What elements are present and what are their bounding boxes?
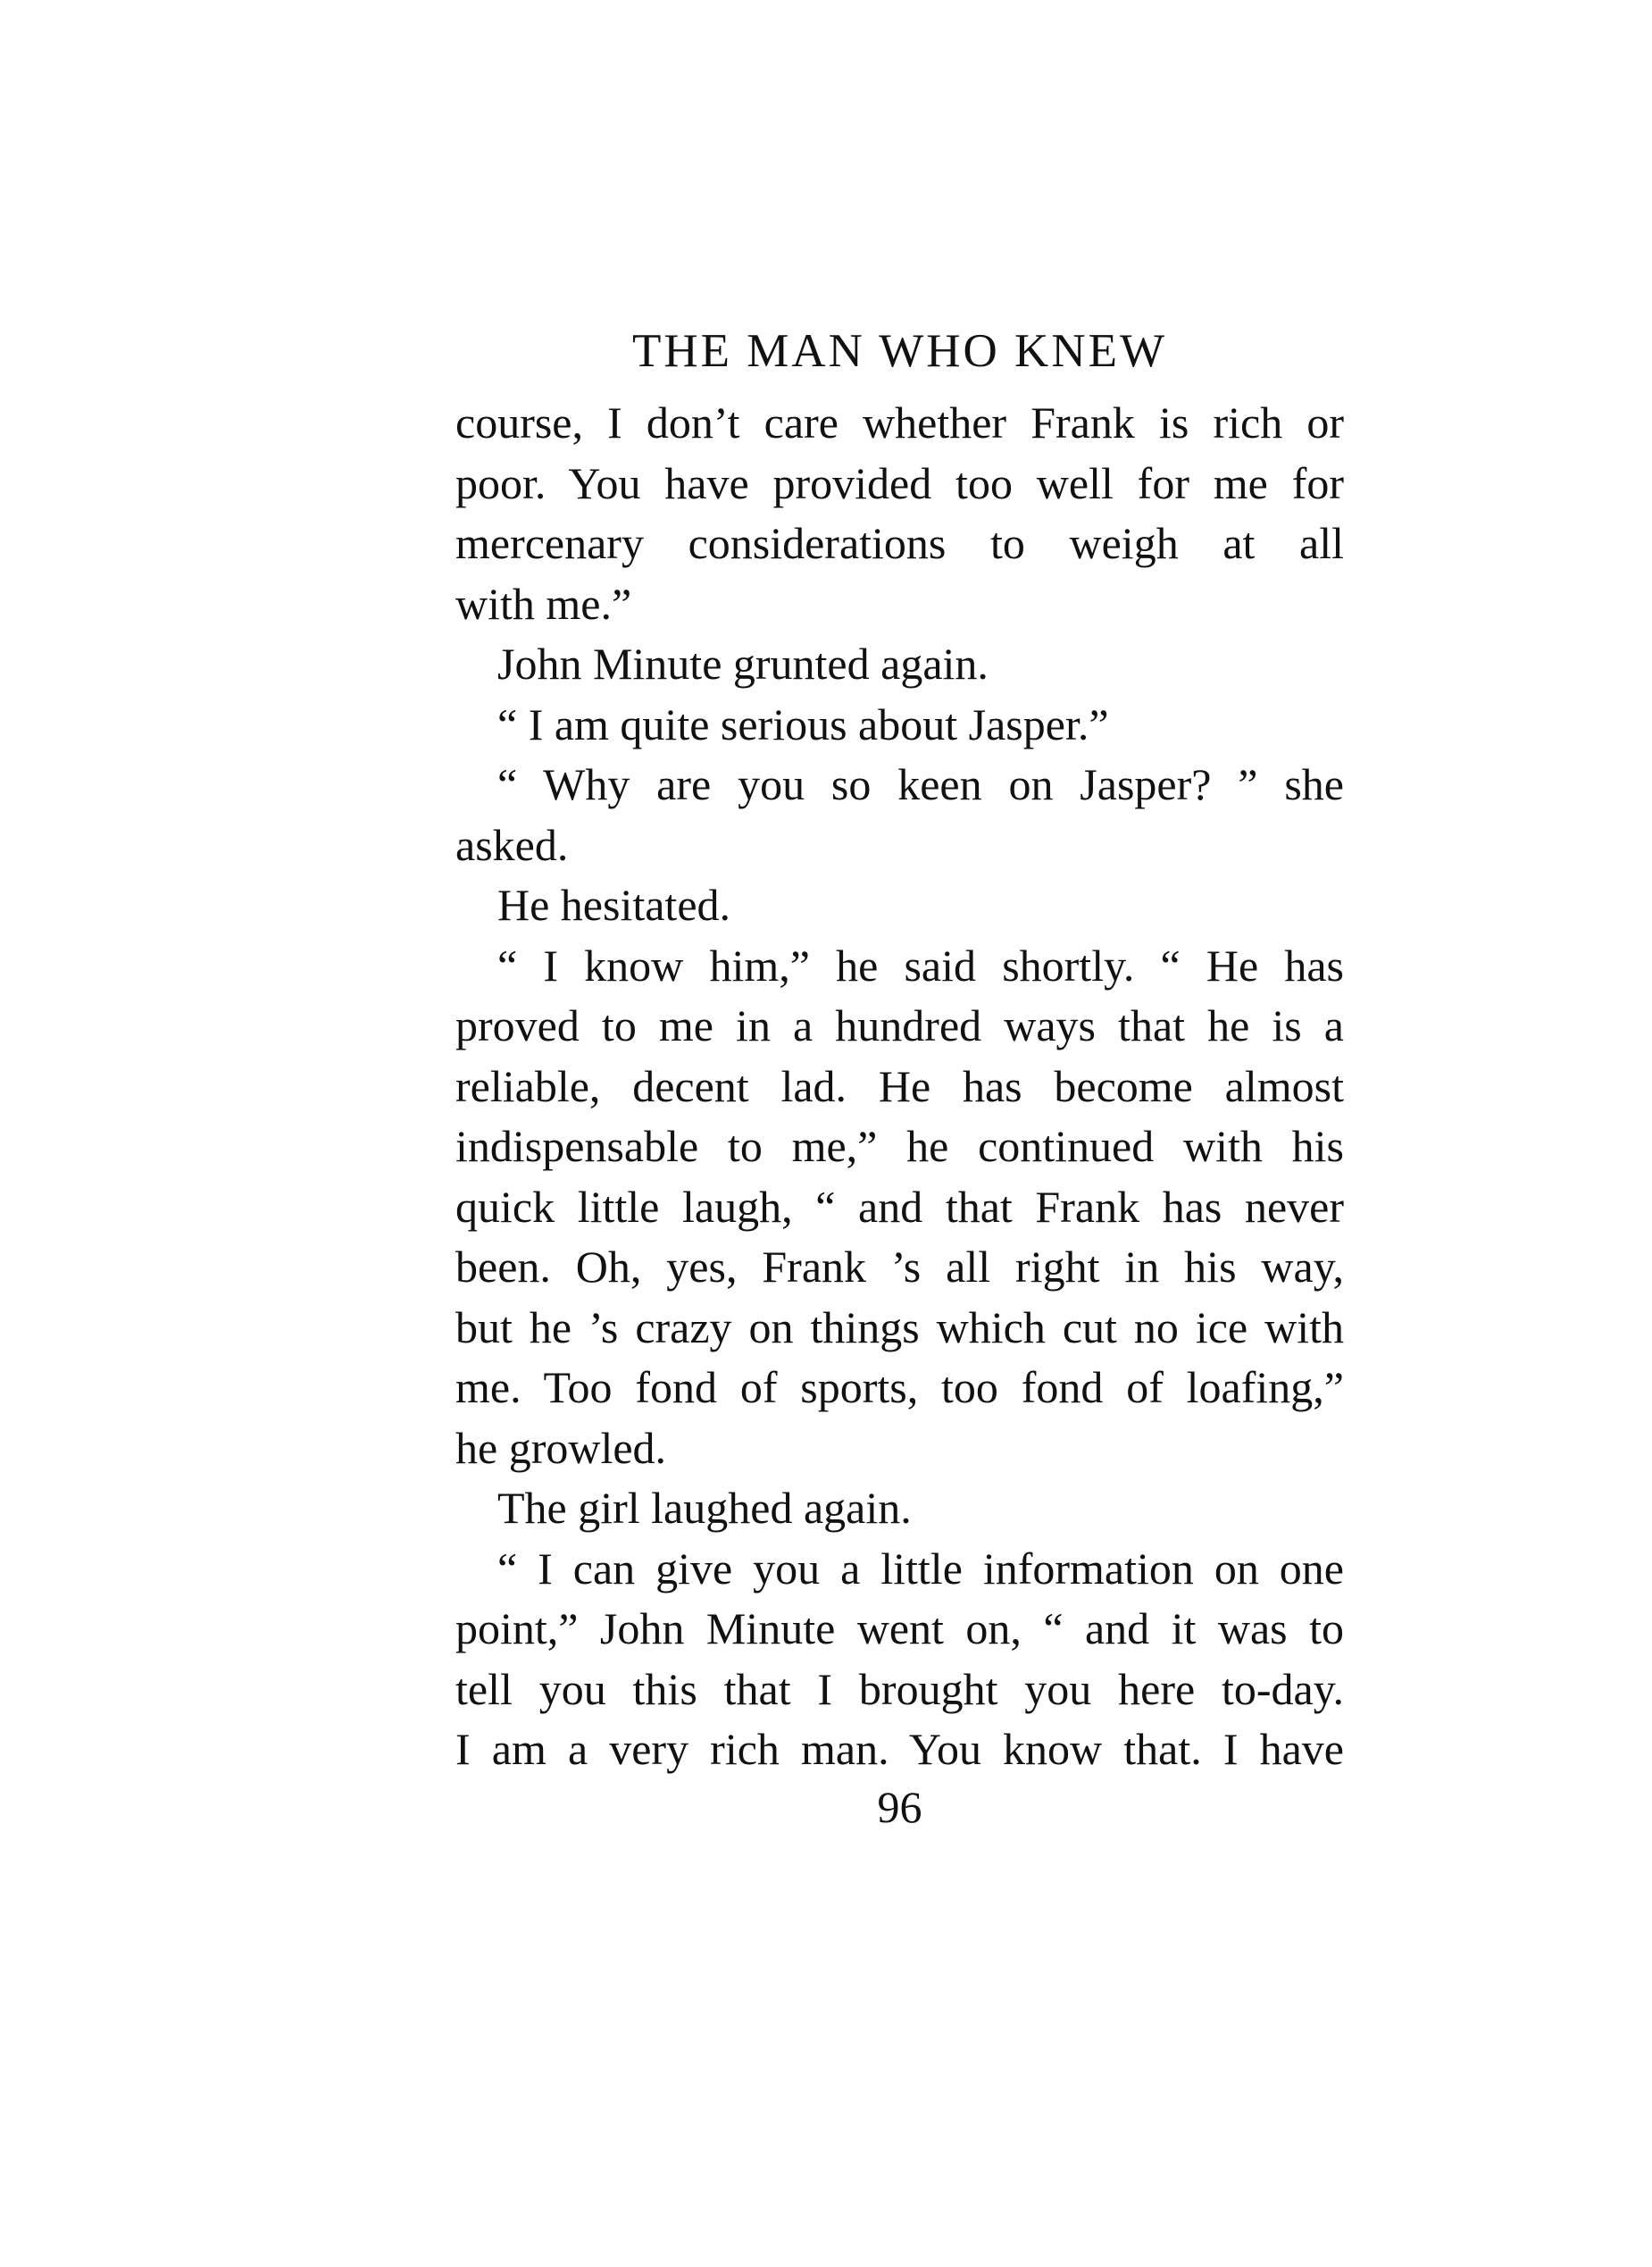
text-line: asked. [455, 819, 569, 870]
text-line: John Minute grunted again. [497, 639, 989, 689]
text-line: The girl laughed again. [497, 1483, 912, 1533]
text-line: poor. You have provided too well for me for [455, 457, 1344, 508]
text-line: proved to me in a hundred ways that he is a [455, 1000, 1344, 1050]
text-line: indispensable to me,” he continued with his [455, 1121, 1344, 1171]
text-line: but he ’s crazy on things which cut no ice with [455, 1301, 1344, 1352]
text-line: “ I am quite serious about Jasper.” [497, 699, 1109, 749]
text-line: mercenary considerations to weigh at all [455, 518, 1344, 568]
text-line: been. Oh, yes, Frank ’s all right in his way, [455, 1242, 1344, 1292]
text-line: I am a very rich man. You know that. I have [455, 1724, 1344, 1774]
body-text [455, 393, 1344, 1780]
text-line: with me.” [455, 578, 632, 629]
running-title: THE MAN WHO KNEW [631, 325, 1167, 377]
text-line: me. Too fond of sports, too fond of loafing,” [455, 1362, 1344, 1412]
text-line: course, I don’t care whether Frank is rich or [455, 397, 1344, 448]
text-line: “ I can give you a little information on one [497, 1543, 1344, 1594]
page-number: 96 [877, 1782, 922, 1832]
text-line: point,” John Minute went on, “ and it was to [455, 1603, 1344, 1653]
text-line: “ Why are you so keen on Jasper? ” she [497, 759, 1344, 809]
text-line: “ I know him,” he said shortly. “ He has [497, 940, 1344, 991]
text-line: reliable, decent lad. He has become almost [455, 1060, 1344, 1111]
text-line: tell you this that I brought you here to-day. [455, 1663, 1344, 1714]
text-line: he growled. [455, 1422, 667, 1473]
text-line: quick little laugh, “ and that Frank has never [455, 1181, 1344, 1232]
text-line: He hesitated. [497, 880, 731, 930]
